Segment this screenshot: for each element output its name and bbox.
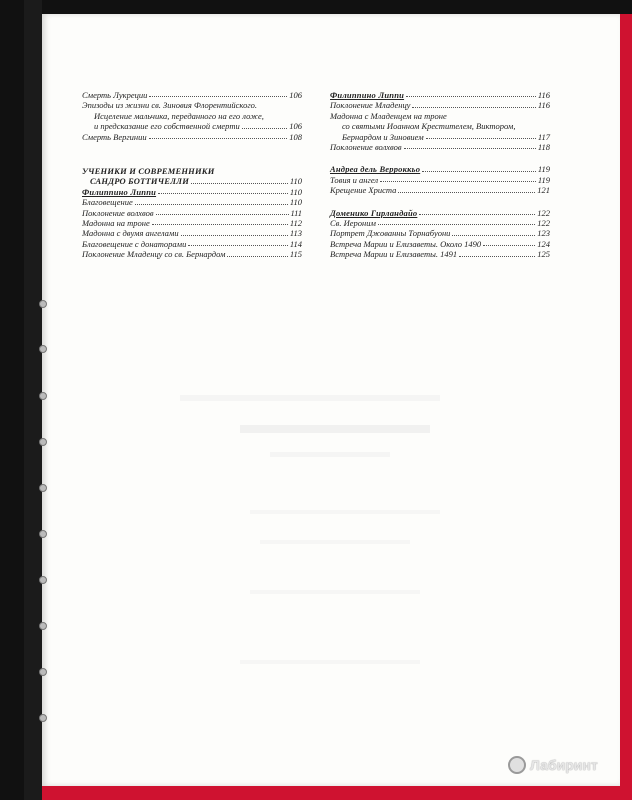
toc-entry-title: Смерть Вергинии	[82, 131, 147, 142]
toc-entry[interactable]	[330, 208, 550, 218]
toc-entry-page: 116	[537, 90, 550, 100]
binding-hole	[39, 622, 47, 630]
toc-entry[interactable]	[82, 218, 302, 228]
toc-entry-title: Встреча Марии и Елизаветы. Около 1490	[330, 238, 482, 249]
toc-entry[interactable]	[82, 249, 302, 259]
toc-entry[interactable]	[82, 197, 302, 207]
section-heading: САНДРО БОТТИЧЕЛЛИ	[90, 176, 190, 187]
show-through	[270, 452, 390, 457]
toc-entry-title: Портрет Джованны Торнабуони	[330, 228, 451, 239]
toc-entry-continuation	[82, 121, 302, 131]
binding-hole	[39, 668, 47, 676]
binding-hole	[39, 345, 47, 353]
toc-entry[interactable]	[82, 228, 302, 238]
toc-entry[interactable]	[330, 218, 550, 228]
toc-entry-title: Поклонение волхвов	[82, 207, 154, 218]
leader-dots	[156, 214, 289, 215]
toc-entry[interactable]	[330, 142, 550, 152]
toc-entry-page: 122	[537, 207, 550, 218]
show-through	[180, 395, 440, 401]
toc-entry-title: Товия и ангел	[330, 174, 379, 185]
binding-hole	[39, 714, 47, 722]
toc-entry-title: Смерть Лукреции	[82, 90, 148, 100]
book-spine	[0, 0, 24, 800]
leader-dots	[188, 245, 288, 246]
show-through	[240, 660, 420, 664]
toc-entry[interactable]	[330, 228, 550, 238]
watermark-logo	[508, 756, 598, 774]
leader-dots	[135, 204, 288, 205]
show-through	[240, 425, 430, 433]
toc-entry-page: 114	[289, 238, 302, 249]
binding-hole	[39, 438, 47, 446]
leader-dots	[452, 235, 535, 236]
watermark-text: Лабиринт	[530, 757, 598, 773]
toc-entry-title: Поклонение Младенцу со св. Бернардом	[82, 249, 226, 260]
leader-dots	[158, 193, 288, 194]
binding-hole	[39, 530, 47, 538]
leader-dots	[459, 256, 535, 257]
leader-dots	[149, 96, 287, 97]
artist-heading: Доменико Гирландайо	[330, 207, 418, 218]
toc-entry[interactable]	[82, 239, 302, 249]
spine-edge	[24, 0, 42, 800]
toc-entry[interactable]	[330, 185, 550, 195]
toc-entry[interactable]	[82, 208, 302, 218]
toc-entry-page: 106	[289, 121, 302, 132]
show-through	[250, 510, 440, 514]
section-heading: УЧЕНИКИ И СОВРЕМЕННИКИ	[82, 166, 215, 177]
labirint-logo-icon	[508, 756, 526, 774]
leader-dots	[422, 171, 536, 172]
toc-entry-title: Поклонение Младенцу	[330, 100, 411, 111]
show-through	[250, 590, 420, 594]
toc-entry-title: Благовещение	[82, 197, 133, 208]
toc-entry[interactable]	[82, 187, 302, 197]
leader-dots	[483, 245, 535, 246]
toc-entry[interactable]	[82, 132, 302, 142]
toc-entry-page: 124	[537, 238, 550, 249]
toc-entry-title: Мадонна с двумя ангелами	[82, 228, 179, 239]
toc-entry-page: 121	[537, 185, 550, 196]
toc-entry-page: 118	[537, 142, 550, 153]
artist-heading: Филиппино Липпи	[330, 90, 405, 100]
leader-dots	[398, 192, 535, 193]
toc-entry[interactable]	[330, 100, 550, 110]
toc-entry[interactable]	[82, 90, 302, 100]
binding-hole	[39, 392, 47, 400]
toc-entry-title: Поклонение волхвов	[330, 142, 402, 153]
leader-dots	[152, 224, 288, 225]
toc-entry-continuation: Исцеление мальчика, переданного на его ложе,	[94, 110, 264, 121]
toc-entry[interactable]	[330, 249, 550, 259]
artist-heading: Филиппино Липпи	[82, 186, 157, 197]
toc-entry[interactable]	[330, 111, 550, 121]
leader-dots	[404, 148, 536, 149]
toc-entry-title: Бернардом и Зиновием	[342, 131, 424, 142]
leader-dots	[191, 183, 288, 184]
toc-entry-title: и предсказание его собственной смерти	[94, 121, 240, 132]
toc-entry-page: 110	[289, 186, 302, 197]
toc-entry-page: 115	[289, 249, 302, 260]
toc-entry-page: 119	[537, 174, 550, 185]
show-through	[260, 540, 410, 544]
binding-hole	[39, 300, 47, 308]
toc-entry[interactable]	[330, 239, 550, 249]
toc-entry-page: 122	[537, 218, 550, 229]
toc-entry-title: Крещение Христа	[330, 185, 397, 196]
toc-entry-title: Встреча Марии и Елизаветы. 1491	[330, 249, 458, 260]
binding-hole	[39, 576, 47, 584]
leader-dots	[380, 181, 536, 182]
toc-entry-title: Св. Иероним	[330, 218, 376, 229]
binding-hole	[39, 484, 47, 492]
toc-left-column	[82, 90, 302, 260]
toc-entry-page: 119	[537, 164, 550, 175]
toc-entry[interactable]	[330, 175, 550, 185]
toc-entry[interactable]	[330, 90, 550, 100]
toc-right-column	[330, 90, 550, 260]
toc-entry-page: 111	[290, 207, 302, 218]
leader-dots	[378, 224, 535, 225]
toc-entry-page: 123	[537, 228, 550, 239]
toc-entry-page: 125	[537, 249, 550, 260]
toc-entry-title: Мадонна с Младенцем на троне	[330, 110, 447, 121]
toc-entry-page: 106	[289, 90, 302, 100]
leader-dots	[181, 235, 288, 236]
leader-dots	[426, 138, 536, 139]
toc-entry-continuation: со святыми Иоанном Крестителем, Виктором,	[342, 121, 516, 132]
toc-entry-page: 113	[289, 228, 302, 239]
toc-entry-title: Мадонна на троне	[82, 218, 150, 229]
toc-entry-page: 112	[289, 218, 302, 229]
leader-dots	[149, 138, 288, 139]
leader-dots	[227, 256, 287, 257]
toc-entry-page: 108	[289, 131, 302, 142]
artist-heading: Андреа дель Верроккьо	[330, 164, 421, 175]
toc-entry-page: 116	[537, 100, 550, 111]
top-binding	[24, 0, 632, 14]
toc-entry-page: 110	[289, 197, 302, 208]
toc-entry-continuation	[330, 132, 550, 142]
leader-dots	[242, 128, 288, 129]
toc-entry-title: Благовещение с донаторами	[82, 238, 187, 249]
leader-dots	[412, 107, 535, 108]
leader-dots	[419, 214, 535, 215]
leader-dots	[406, 96, 536, 97]
toc-entry[interactable]	[82, 100, 302, 110]
section-heading-row[interactable]	[82, 176, 302, 186]
toc-entry[interactable]	[330, 164, 550, 174]
toc-entry-page: 117	[537, 131, 550, 142]
toc-entry-page: 110	[289, 176, 302, 187]
toc-entry-title: Эпизоды из жизни св. Зиновия Флорентийского.	[82, 100, 258, 111]
